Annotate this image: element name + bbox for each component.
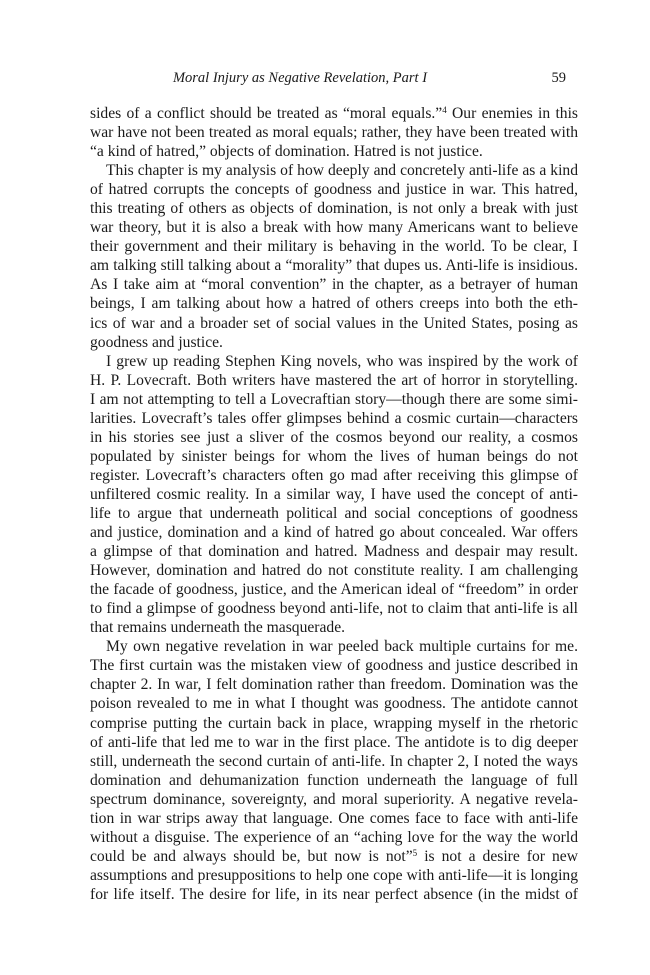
- text-line: [90, 656, 578, 675]
- text-line: [90, 466, 578, 485]
- line-text: life to argue that underneath political and social conceptions of goodness: [90, 504, 578, 522]
- text-line: [90, 180, 578, 199]
- text-line: [90, 599, 578, 618]
- line-text: populated by sinister beings for whom the lives of human beings do not: [90, 447, 578, 465]
- text-line: [90, 447, 578, 466]
- text-line: [90, 237, 578, 256]
- text-line: [90, 771, 578, 790]
- line-text: I grew up reading Stephen King novels, who was inspired by the work of: [106, 352, 578, 370]
- line-text: I am not attempting to tell a Lovecraftian story—though there are some simi-: [90, 390, 578, 408]
- line-text: this treating of others as objects of domination, is not only a break with just: [90, 200, 578, 218]
- text-line: [90, 294, 578, 313]
- text-line: [90, 866, 578, 885]
- text-line: [90, 714, 578, 733]
- text-line: [90, 580, 578, 599]
- text-line: [90, 352, 578, 371]
- line-text: poison revealed to me in what I thought was goodness. The antidote cannot: [90, 695, 578, 713]
- text-line: [90, 675, 578, 694]
- text-line: [90, 104, 578, 123]
- text-line: [90, 885, 578, 904]
- line-text: of hatred corrupts the concepts of goodness and justice in war. This hatred,: [90, 181, 578, 199]
- text-line: [90, 523, 578, 542]
- line-text: still, underneath the second curtain of anti-life. In chapter 2, I noted the ways: [90, 752, 578, 770]
- line-text: that remains underneath the masquerade.: [90, 619, 346, 637]
- line-text: This chapter is my analysis of how deeply and concretely anti-life as a kind: [106, 162, 578, 180]
- text-line: [90, 485, 578, 504]
- text-line: [90, 733, 578, 752]
- line-text: register. Lovecraft’s characters often go mad after receiving this glimpse of: [90, 466, 578, 484]
- line-text: for life itself. The desire for life, in its near perfect absence (in the midst of: [90, 885, 578, 903]
- text-line: [90, 123, 578, 142]
- footnote-marker: 5: [412, 847, 418, 858]
- page-number: 59: [551, 70, 566, 86]
- running-title: Moral Injury as Negative Revelation, Part I: [172, 70, 428, 86]
- text-line: [90, 561, 578, 580]
- text-line: [90, 790, 578, 809]
- line-text: goodness and justice.: [90, 333, 223, 351]
- line-text: However, domination and hatred do not constitute reality. I am challenging: [90, 562, 578, 580]
- line-text-continued: is not a desire for new: [417, 847, 578, 865]
- line-text: spectrum dominance, sovereignty, and moral superiority. A negative revela-: [90, 790, 578, 808]
- line-text: of anti-life that led me to war in the first place. The antidote is to dig deeper: [90, 733, 578, 751]
- text-line: [90, 390, 578, 409]
- line-text: comprise putting the curtain back in place, wrapping myself in the rhetoric: [90, 714, 578, 732]
- line-text: to find a glimpse of goodness beyond anti-life, not to claim that anti-life is all: [90, 600, 578, 618]
- line-text: assumptions and presuppositions to help one cope with anti-life—it is longing: [90, 866, 578, 884]
- line-text: in his stories see just a sliver of the cosmos beyond our reality, a cosmos: [90, 428, 578, 446]
- text-line: [90, 314, 578, 333]
- text-line: [90, 752, 578, 771]
- text-line: [90, 199, 578, 218]
- text-line: [90, 371, 578, 390]
- text-line: [90, 333, 578, 352]
- text-line: [90, 618, 578, 637]
- line-text: war theory, but it is also a break with how many Americans want to believe: [90, 219, 578, 237]
- text-line: [90, 809, 578, 828]
- line-text: the facade of goodness, justice, and the American ideal of “freedom” in order: [90, 581, 578, 599]
- text-line: [90, 161, 578, 180]
- line-text: their government and their military is behaving in the world. To be clear, I: [90, 238, 578, 256]
- line-text: and justice, domination and a kind of hatred go about concealed. War offers: [90, 524, 578, 542]
- text-line: [90, 142, 578, 161]
- line-text: war have not been treated as moral equals; rather, they have been treated with: [90, 124, 578, 142]
- text-line: [90, 275, 578, 294]
- text-line: [90, 218, 578, 237]
- line-text: chapter 2. In war, I felt domination rather than freedom. Domination was the: [90, 676, 578, 694]
- text-line: [90, 694, 578, 713]
- text-line: [90, 428, 578, 447]
- line-text: beings, I am talking about how a hatred of others creeps into both the eth-: [90, 295, 578, 313]
- line-text: As I take aim at “moral convention” in the chapter, as a betrayer of human: [90, 276, 578, 294]
- text-line: [90, 637, 578, 656]
- line-text: H. P. Lovecraft. Both writers have mastered the art of horror in storytelling.: [90, 371, 578, 389]
- line-text: a glimpse of that domination and hatred. Madness and despair may result.: [90, 543, 578, 561]
- line-text: The first curtain was the mistaken view of goodness and justice described in: [90, 657, 578, 675]
- line-text: sides of a conflict should be treated as “moral equals.”: [90, 105, 443, 122]
- running-head: [90, 70, 570, 90]
- line-text: larities. Lovecraft’s tales offer glimpses behind a cosmic curtain—characters: [90, 409, 578, 427]
- line-text: without a disguise. The experience of an “aching love for the way the world: [90, 828, 578, 846]
- line-text-continued: Our enemies in this: [446, 105, 578, 122]
- line-text: tion in war strips away that language. One comes face to face with anti-life: [90, 809, 578, 827]
- line-text: “a kind of hatred,” objects of domination. Hatred is not justice.: [90, 143, 483, 161]
- text-line: [90, 542, 578, 561]
- line-text: ics of war and a broader set of social values in the United States, posing as: [90, 314, 578, 332]
- line-text: unfiltered cosmic reality. In a similar way, I have used the concept of anti-: [90, 485, 578, 503]
- body-text: [90, 104, 578, 904]
- text-line: [90, 256, 578, 275]
- footnote-marker: 4: [442, 105, 447, 115]
- text-line: [90, 828, 578, 847]
- text-line: [90, 409, 578, 428]
- text-line: [90, 504, 578, 523]
- text-line: [90, 847, 578, 866]
- line-text: am talking still talking about a “morality” that dupes us. Anti-life is insidious.: [90, 257, 578, 275]
- line-text: My own negative revelation in war peeled back multiple curtains for me.: [106, 638, 578, 656]
- line-text: could be and always should be, but now is not”: [90, 847, 413, 865]
- line-text: domination and dehumanization function underneath the language of full: [90, 771, 578, 789]
